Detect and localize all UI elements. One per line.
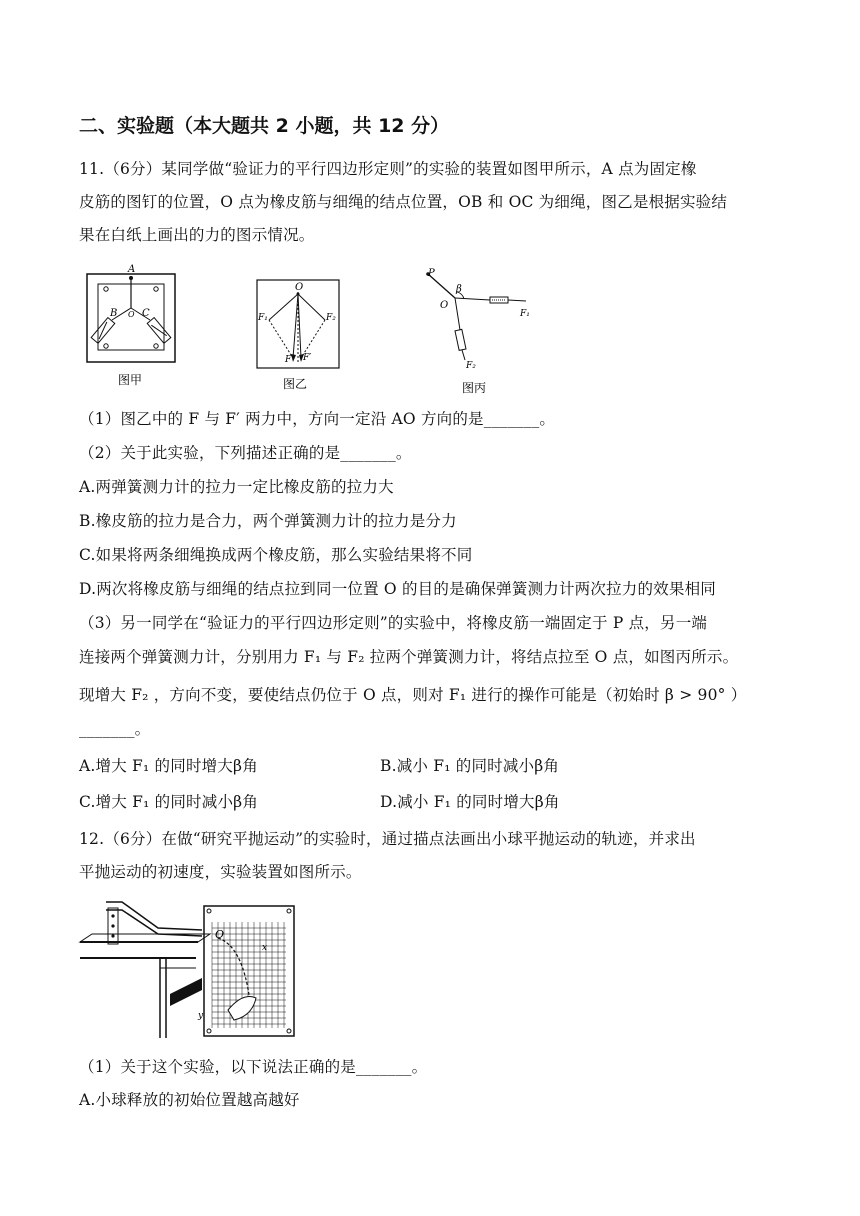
q11-part1: （1）图乙中的 F 与 F′ 两力中，方向一定沿 AO 方向的是_______。 [79,410,556,428]
q11-part3-line-4: _______。 [79,720,151,738]
q11-part3-line-3: 现增大 F₂ ，方向不变，要使结点仍位于 O 点，则对 F₁ 进行的操作可能是（初始时 β > 90° ） [79,686,747,704]
q11-part2-option-a: A.两弹簧测力计的拉力一定比橡皮筋的拉力大 [79,478,394,496]
label-Fp-yi: F′ [303,353,312,363]
label-y-apparatus: y [198,1011,204,1021]
label-O-bing: O [440,300,449,311]
label-C: C [142,308,150,319]
label-F1-bing: F₁ [520,309,530,319]
figure-jia [84,262,184,390]
q11-part2: （2）关于此实验，下列描述正确的是_______。 [79,444,412,462]
q11-part2-option-c: C.如果将两条细绳换成两个橡皮筋，那么实验结果将不同 [79,546,473,564]
q12-part1-option-a: A.小球释放的初始位置越高越好 [79,1091,300,1109]
q12-intro-line-2: 平抛运动的初速度，实验装置如图所示。 [79,863,362,881]
label-B: B [110,308,118,319]
figure-yi [255,278,345,394]
figure-projectile-apparatus [78,898,298,1040]
section-heading: 二、实验题（本大题共 2 小题，共 12 分） [79,115,450,137]
q11-intro-line-1: 11.（6分）某同学做“验证力的平行四边形定则”的实验的装置如图甲所示，A 点为固定橡 [79,160,697,178]
q11-intro-line-2: 皮筋的图钉的位置，O 点为橡皮筋与细绳的结点位置，OB 和 OC 为细绳，图乙是根据实验结 [79,193,728,211]
label-A: A [128,264,136,275]
q11-part3-option-b: B.减小 F₁ 的同时减小β角 [380,757,560,775]
q11-part3-line-2: 连接两个弹簧测力计，分别用力 F₁ 与 F₂ 拉两个弹簧测力计，将结点拉至 O 点，如图丙所示。 [79,648,739,666]
caption-yi: 图乙 [283,377,308,391]
q11-intro-line-3: 果在白纸上画出的力的图示情况。 [79,226,315,244]
label-x-apparatus: x [262,943,268,953]
q11-part3-option-c: C.增大 F₁ 的同时减小β角 [79,793,259,811]
q11-part2-option-b: B.橡皮筋的拉力是合力，两个弹簧测力计的拉力是分力 [79,512,457,530]
label-O: O [128,310,135,319]
label-F1-yi: F₁ [258,313,268,323]
q12-part1: （1）关于这个实验，以下说法正确的是_______。 [79,1058,428,1076]
label-F-yi: F [285,355,292,365]
q11-part2-option-d: D.两次将橡皮筋与细绳的结点拉到同一位置 O 的目的是确保弹簧测力计两次拉力的效果相同 [79,580,716,598]
figure-bing [420,266,545,398]
label-F2-bing: F₂ [466,361,476,371]
caption-jia: 图甲 [118,373,143,387]
q12-intro-line-1: 12.（6分）在做“研究平抛运动”的实验时，通过描点法画出小球平抛运动的轨迹，并求出 [79,830,696,848]
q11-part3-option-d: D.减小 F₁ 的同时增大β角 [380,793,560,811]
caption-bing: 图丙 [462,381,487,395]
label-F2-yi: F₂ [326,313,336,323]
q11-part3-option-a: A.增大 F₁ 的同时增大β角 [79,757,258,775]
label-O-apparatus: O [215,928,225,941]
label-O-yi: O [295,282,304,293]
q11-part3-line-1: （3）另一同学在“验证力的平行四边形定则”的实验中，将橡皮筋一端固定于 P 点，另一端 [79,614,708,632]
label-beta: β [456,284,462,295]
label-P: P [428,268,435,279]
